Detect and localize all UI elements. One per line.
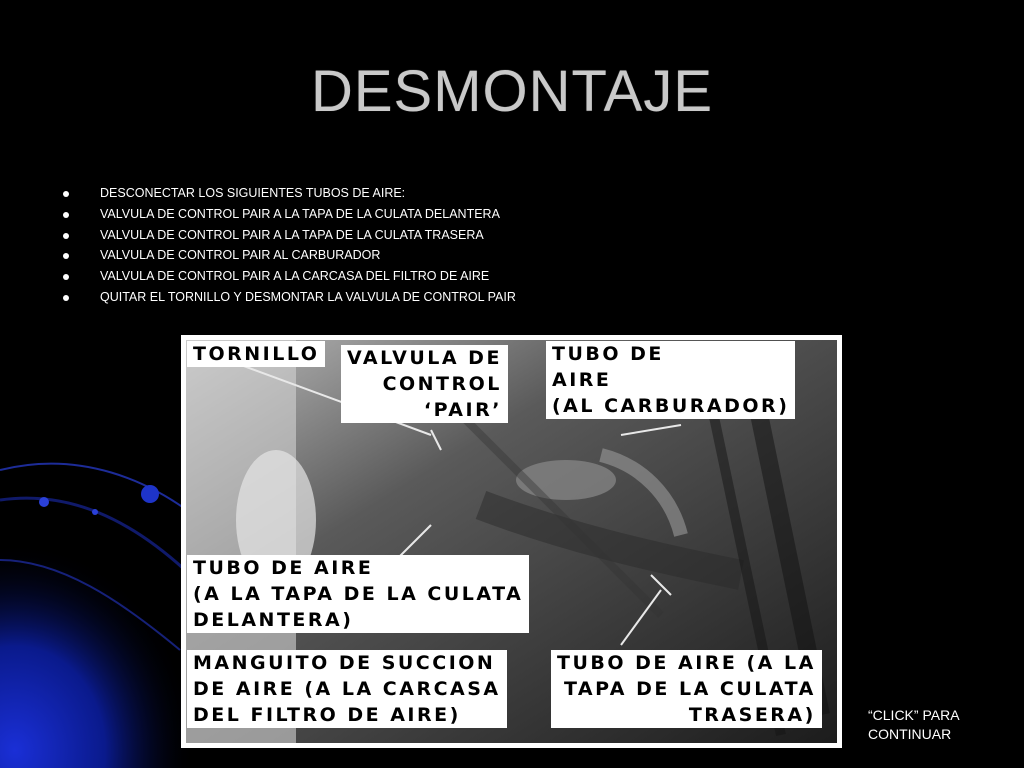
bullet-dot-icon <box>63 233 69 239</box>
bullet-list <box>60 183 516 308</box>
bullet-item: DESCONECTAR LOS SIGUIENTES TUBOS DE AIRE: <box>60 183 516 204</box>
label-valvula-control: VALVULA DE CONTROL ‘PAIR’ <box>341 345 508 423</box>
label-tubo-carburador: TUBO DE AIRE (AL CARBURADOR) <box>546 341 795 419</box>
bullet-dot-icon <box>63 212 69 218</box>
label-tornillo: TORNILLO <box>187 341 325 367</box>
bullet-item: VALVULA DE CONTROL PAIR AL CARBURADOR <box>60 245 516 266</box>
label-tubo-trasera: TUBO DE AIRE (A LA TAPA DE LA CULATA TRASERA) <box>551 650 822 728</box>
bullet-item: VALVULA DE CONTROL PAIR A LA TAPA DE LA CULATA DELANTERA <box>60 204 516 225</box>
bullet-item: VALVULA DE CONTROL PAIR A LA TAPA DE LA CULATA TRASERA <box>60 225 516 246</box>
slide-title: DESMONTAJE <box>310 59 714 124</box>
bullet-dot-icon <box>63 191 69 197</box>
label-tubo-delantera: TUBO DE AIRE (A LA TAPA DE LA CULATA DELANTERA) <box>187 555 529 633</box>
click-to-continue[interactable]: “CLICK” PARA CONTINUAR <box>868 707 959 742</box>
bullet-item: VALVULA DE CONTROL PAIR A LA CARCASA DEL FILTRO DE AIRE <box>60 266 516 287</box>
label-manguito: MANGUITO DE SUCCION DE AIRE (A LA CARCASA DEL FILTRO DE AIRE) <box>187 650 507 728</box>
engine-photo <box>181 335 842 748</box>
bullet-item: QUITAR EL TORNILLO Y DESMONTAR LA VALVULA DE CONTROL PAIR <box>60 287 516 308</box>
bullet-dot-icon <box>63 274 69 280</box>
bullet-dot-icon <box>63 295 69 301</box>
bullet-dot-icon <box>63 253 69 259</box>
